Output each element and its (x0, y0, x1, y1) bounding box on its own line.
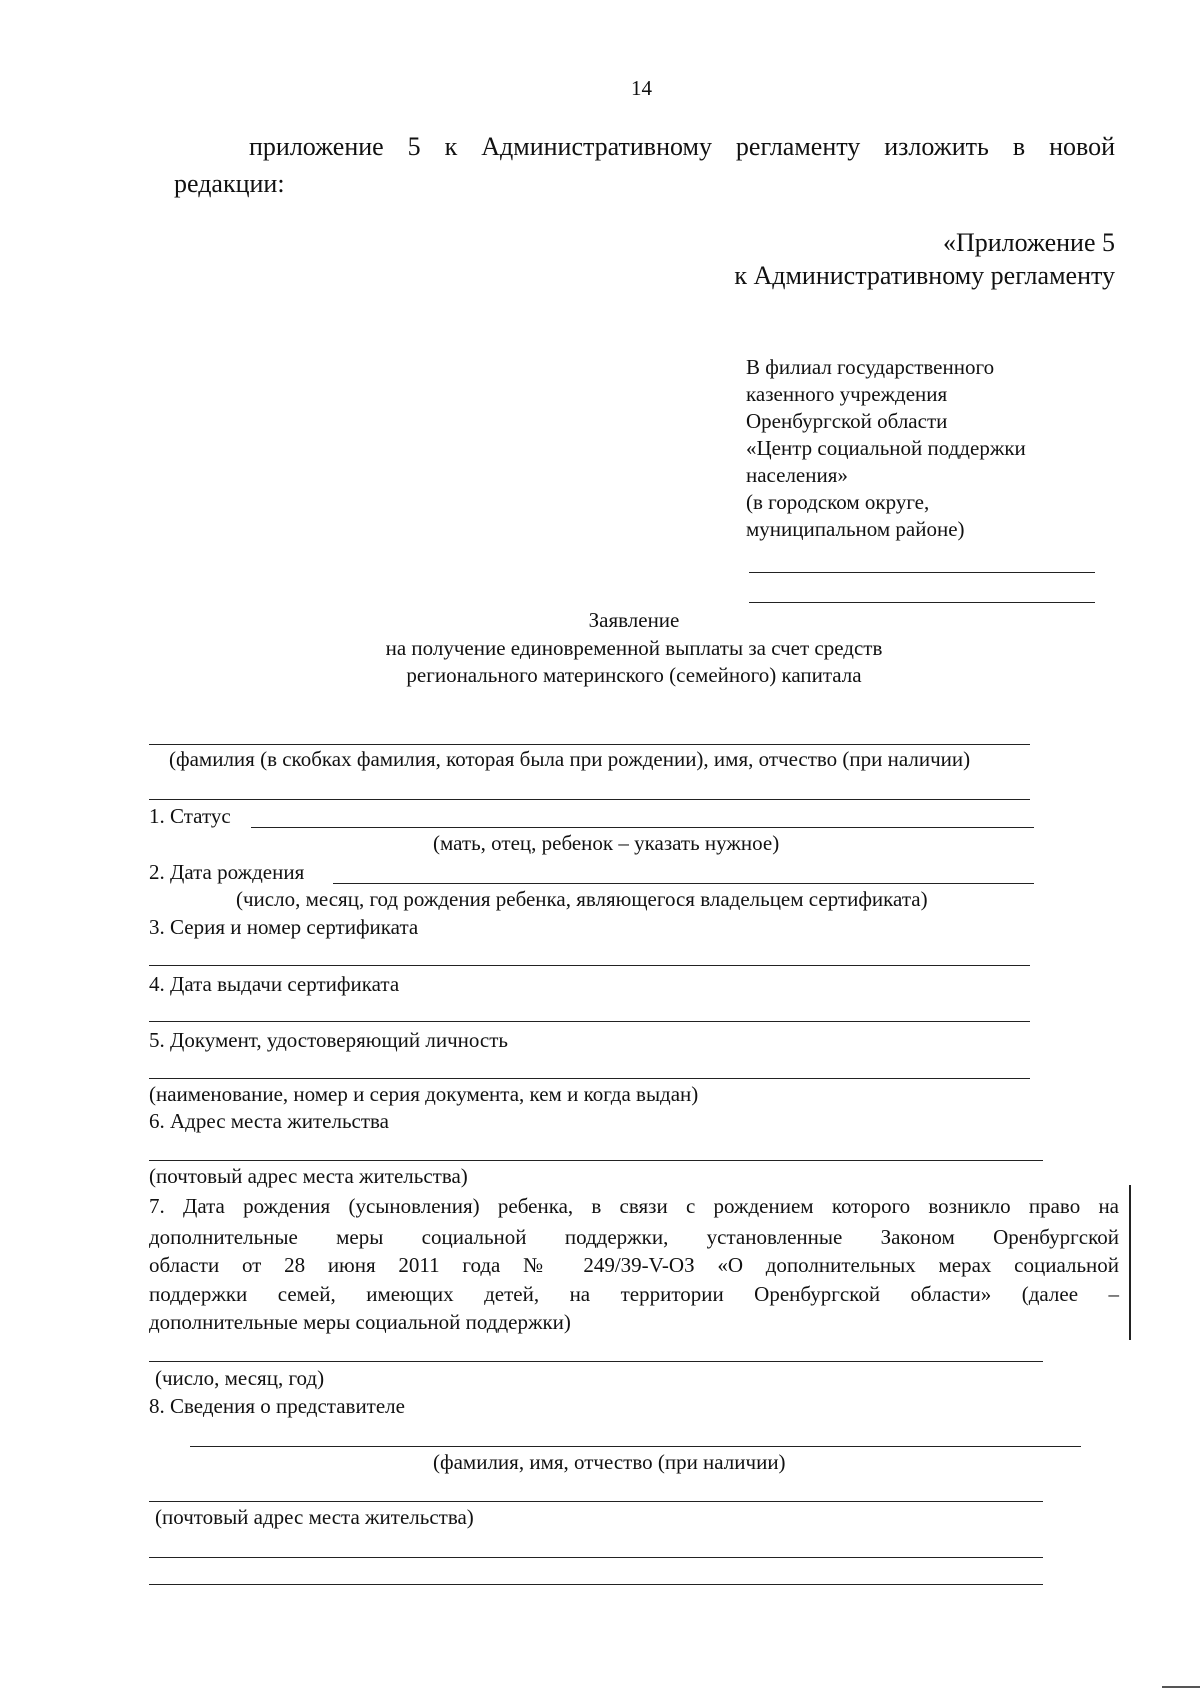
addressee-line: населения» (746, 463, 848, 487)
fio-line-2[interactable] (149, 799, 1030, 800)
doc-label: 5. Документ, удостоверяющий личность (149, 1028, 508, 1052)
rep-fio-hint: (фамилия, имя, отчество (при наличии) (433, 1450, 786, 1474)
birth-input-line[interactable] (333, 883, 1034, 884)
appendix-header-line-2: к Административному регламенту (734, 261, 1115, 290)
statement-subtitle-line-1: на получение единовременной выплаты за счет средств (385, 636, 883, 660)
addressee-line: казенного учреждения (746, 382, 948, 406)
addressee-blank-line[interactable] (749, 572, 1095, 573)
rep-extra-line[interactable] (149, 1557, 1043, 1558)
item7-line: 7. Дата рождения (усыновления) ребенка, в связи с рождением которого возникло право на (149, 1194, 1119, 1218)
rep-label: 8. Сведения о представителе (149, 1394, 405, 1418)
statement-subtitle-line-2: регионального материнского (семейного) капитала (406, 663, 862, 687)
issue-label: 4. Дата выдачи сертификата (149, 972, 400, 996)
item7-line: поддержки семей, имеющих детей, на территории Оренбургской области» (далее – (149, 1282, 1119, 1306)
statement-title: Заявление (588, 608, 680, 632)
intro-line-2: редакции: (174, 169, 285, 198)
birth-hint: (число, месяц, год рождения ребенка, являющегося владельцем сертификата) (236, 887, 928, 911)
addressee-line: (в городском округе, (746, 490, 930, 514)
status-label: 1. Статус (149, 804, 231, 828)
addressee-line: В филиал государственного (746, 355, 995, 379)
status-input-line[interactable] (251, 827, 1034, 828)
item7-line: дополнительные меры социальной поддержки, установленные Законом Оренбургской (149, 1225, 1119, 1249)
intro-line-1: приложение 5 к Административному регламенту изложить в новой (249, 132, 1115, 161)
addressee-line: Оренбургской области (746, 409, 948, 433)
cert-label: 3. Серия и номер сертификата (149, 915, 419, 939)
rep-address-hint: (почтовый адрес места жительства) (155, 1505, 474, 1529)
address-label: 6. Адрес места жительства (149, 1109, 389, 1133)
page-edge-mark (1162, 1686, 1200, 1688)
margin-mark (1129, 1185, 1131, 1340)
rep-fio-input-line[interactable] (190, 1446, 1081, 1447)
page-number: 14 (631, 76, 652, 100)
rep-extra-line[interactable] (149, 1584, 1043, 1585)
date-input-line[interactable] (149, 1361, 1043, 1362)
rep-address-input-line[interactable] (149, 1501, 1043, 1502)
fio-line[interactable] (149, 744, 1030, 745)
doc-hint: (наименование, номер и серия документа, кем и когда выдан) (149, 1082, 699, 1106)
date-hint: (число, месяц, год) (155, 1366, 325, 1390)
cert-input-line[interactable] (149, 965, 1030, 966)
addressee-line: «Центр социальной поддержки (746, 436, 1026, 460)
appendix-header-line-1: «Приложение 5 (942, 228, 1115, 257)
addressee-blank-line[interactable] (749, 602, 1095, 603)
address-hint: (почтовый адрес места жительства) (149, 1164, 468, 1188)
doc-input-line[interactable] (149, 1078, 1030, 1079)
fio-hint: (фамилия (в скобках фамилия, которая была при рождении), имя, отчество (при наличии) (169, 747, 971, 771)
status-hint: (мать, отец, ребенок – указать нужное) (433, 831, 780, 855)
addressee-line: муниципальном районе) (746, 517, 965, 541)
birth-label: 2. Дата рождения (149, 860, 305, 884)
issue-input-line[interactable] (149, 1021, 1030, 1022)
item7-line: дополнительные меры социальной поддержки) (149, 1310, 571, 1334)
item7-line: области от 28 июня 2011 года № 249/39-V-ОЗ «О дополнительных мерах социальной (149, 1253, 1119, 1277)
address-input-line[interactable] (149, 1160, 1043, 1161)
